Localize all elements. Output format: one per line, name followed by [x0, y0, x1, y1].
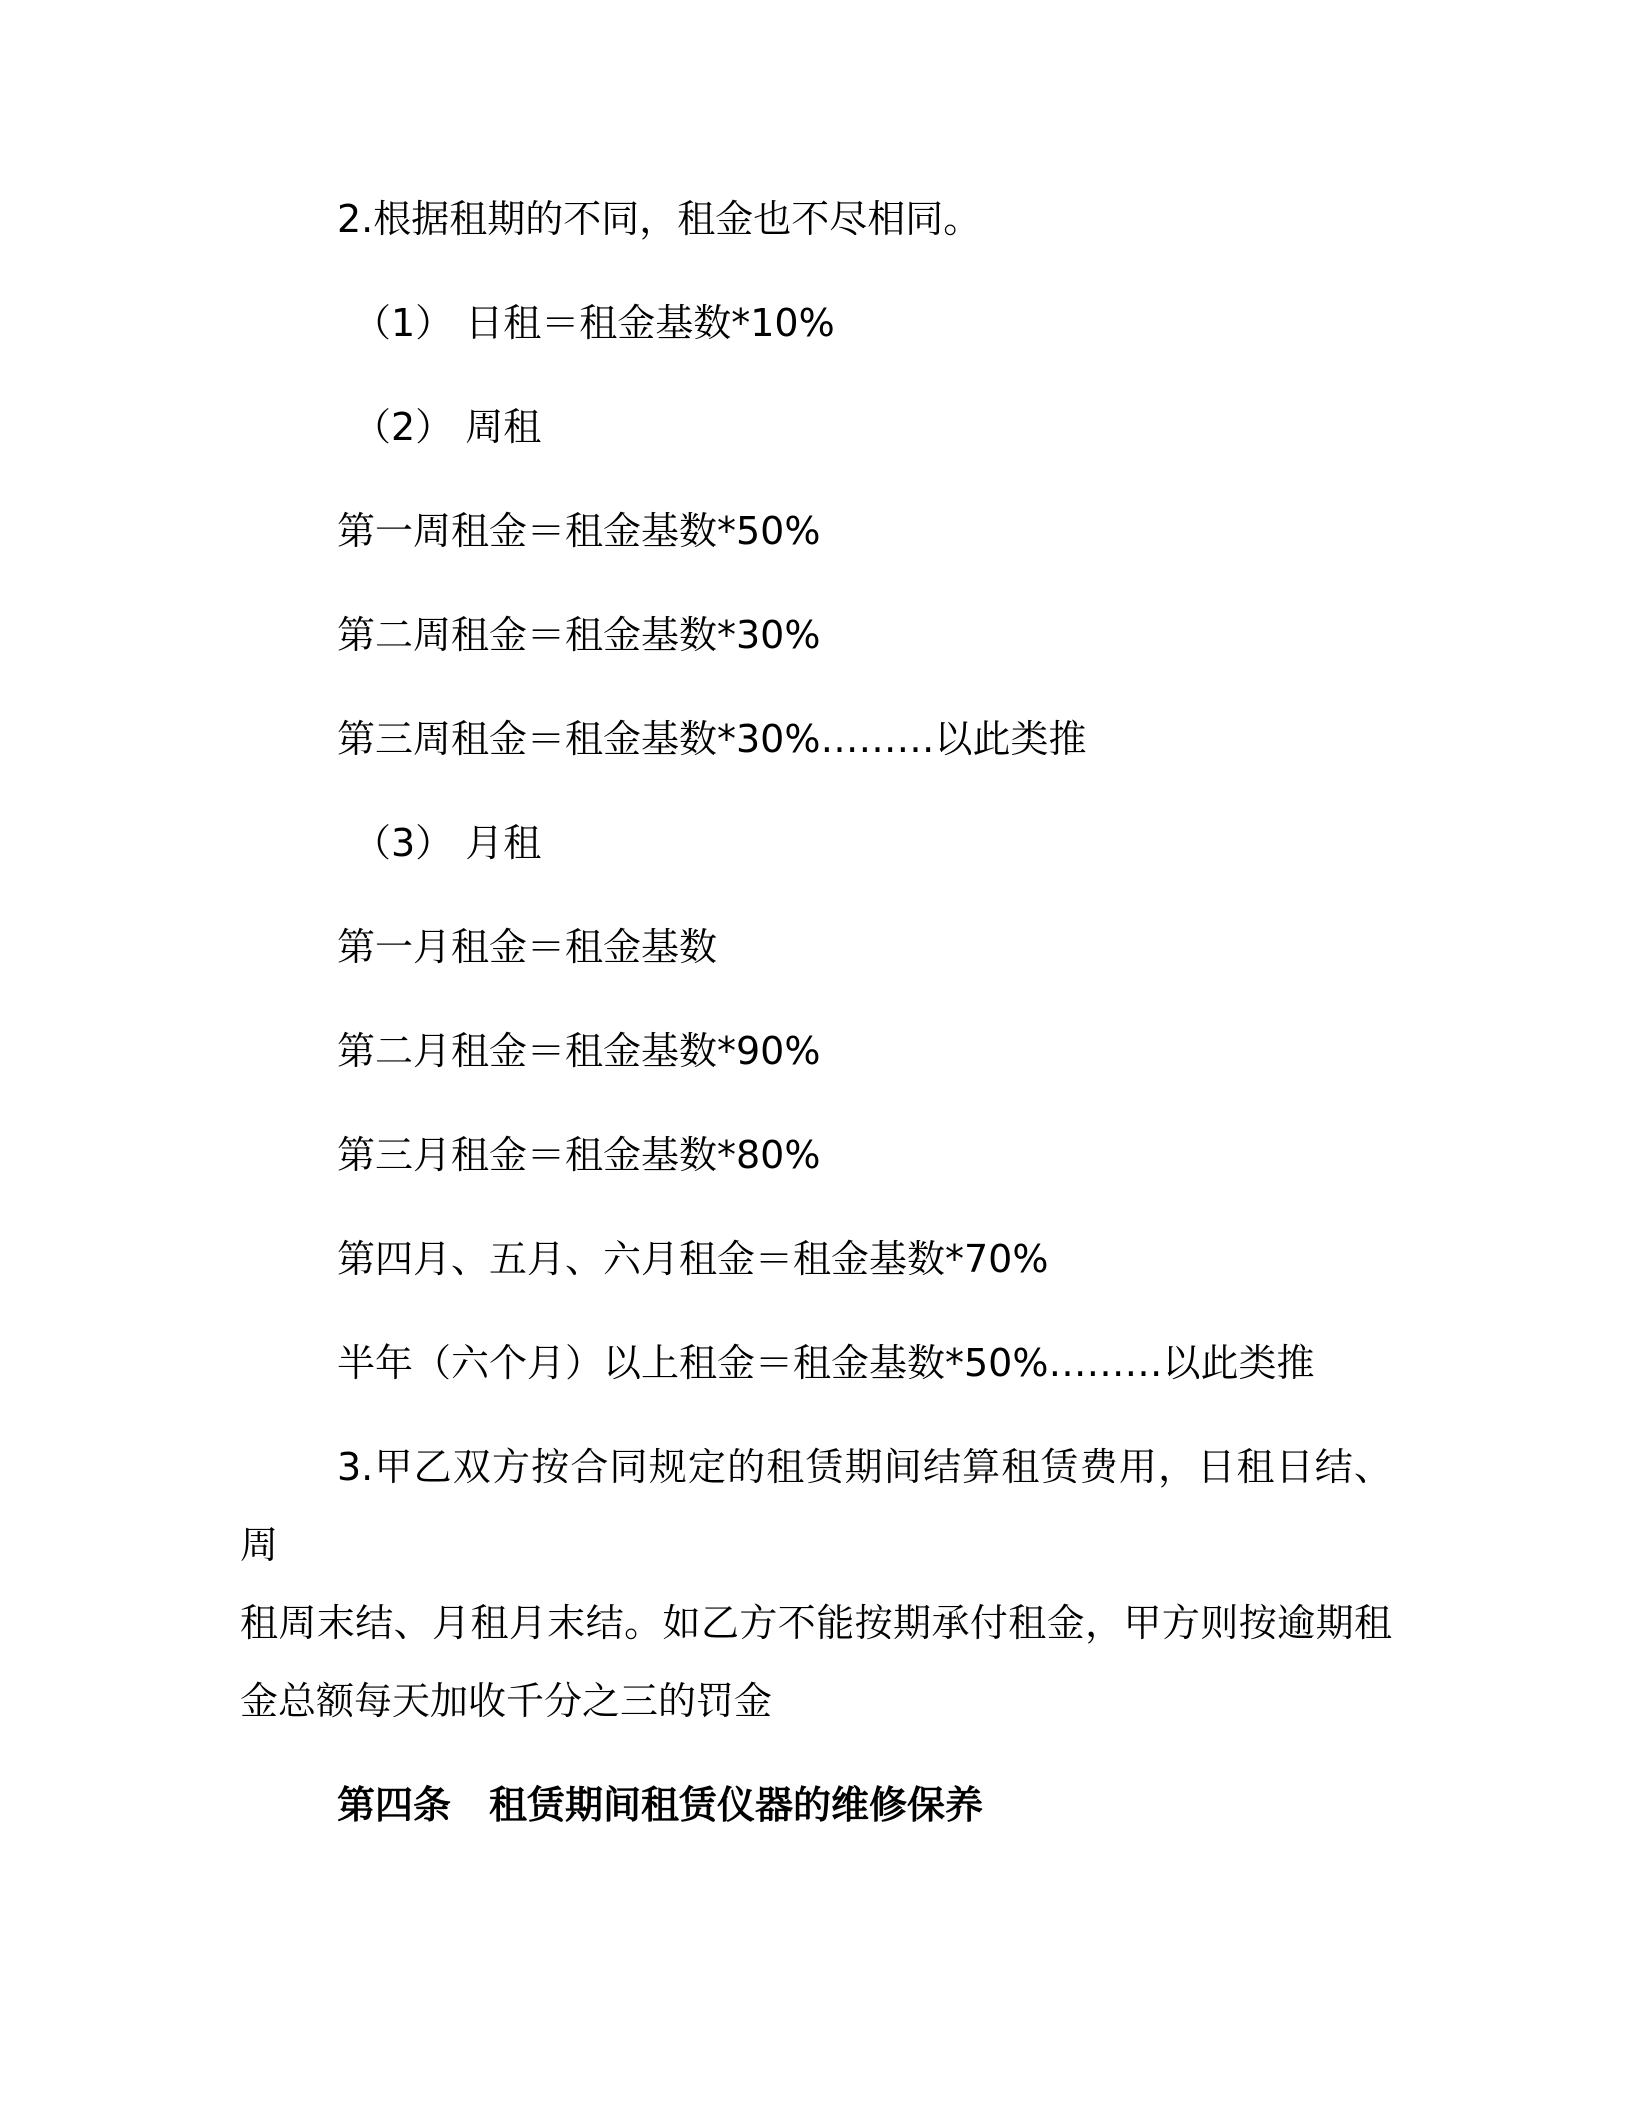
- document-body: [240, 180, 1392, 1870]
- settlement-line-1: 3.甲乙双方按合同规定的租赁期间结算租赁费用，日租日结、周: [240, 1445, 1392, 1567]
- monthly-rule-month2: 第二月租金＝租金基数*90%: [337, 1029, 821, 1073]
- paragraph-rent-varies-intro: 2.根据租期的不同，租金也不尽相同。: [337, 197, 982, 241]
- item-daily-rent-formula: （1） 日租＝租金基数*10%: [353, 301, 835, 345]
- article-4-heading: 第四条 租赁期间租赁仪器的维修保养: [337, 1783, 984, 1827]
- settlement-line-2: 租周末结、月租月末结。如乙方不能按期承付租金，甲方则按逾期租: [240, 1601, 1392, 1645]
- item-weekly-rent-label: （2） 周租: [353, 405, 542, 449]
- monthly-rule-month1: 第一月租金＝租金基数: [337, 925, 718, 969]
- weekly-rule-week3: 第三周租金＝租金基数*30%………以此类推: [337, 717, 1087, 761]
- weekly-rule-week1: 第一周租金＝租金基数*50%: [337, 509, 821, 553]
- monthly-rule-month3: 第三月租金＝租金基数*80%: [337, 1133, 821, 1177]
- monthly-rule-half-year: 半年（六个月）以上租金＝租金基数*50%………以此类推: [337, 1341, 1315, 1385]
- paragraph-settlement-terms: [240, 1428, 1392, 1740]
- weekly-rule-week2: 第二周租金＝租金基数*30%: [337, 613, 821, 657]
- item-monthly-rent-label: （3） 月租: [353, 821, 542, 865]
- monthly-rule-months4-6: 第四月、五月、六月租金＝租金基数*70%: [337, 1237, 1049, 1281]
- settlement-line-3: 金总额每天加收千分之三的罚金: [240, 1679, 773, 1723]
